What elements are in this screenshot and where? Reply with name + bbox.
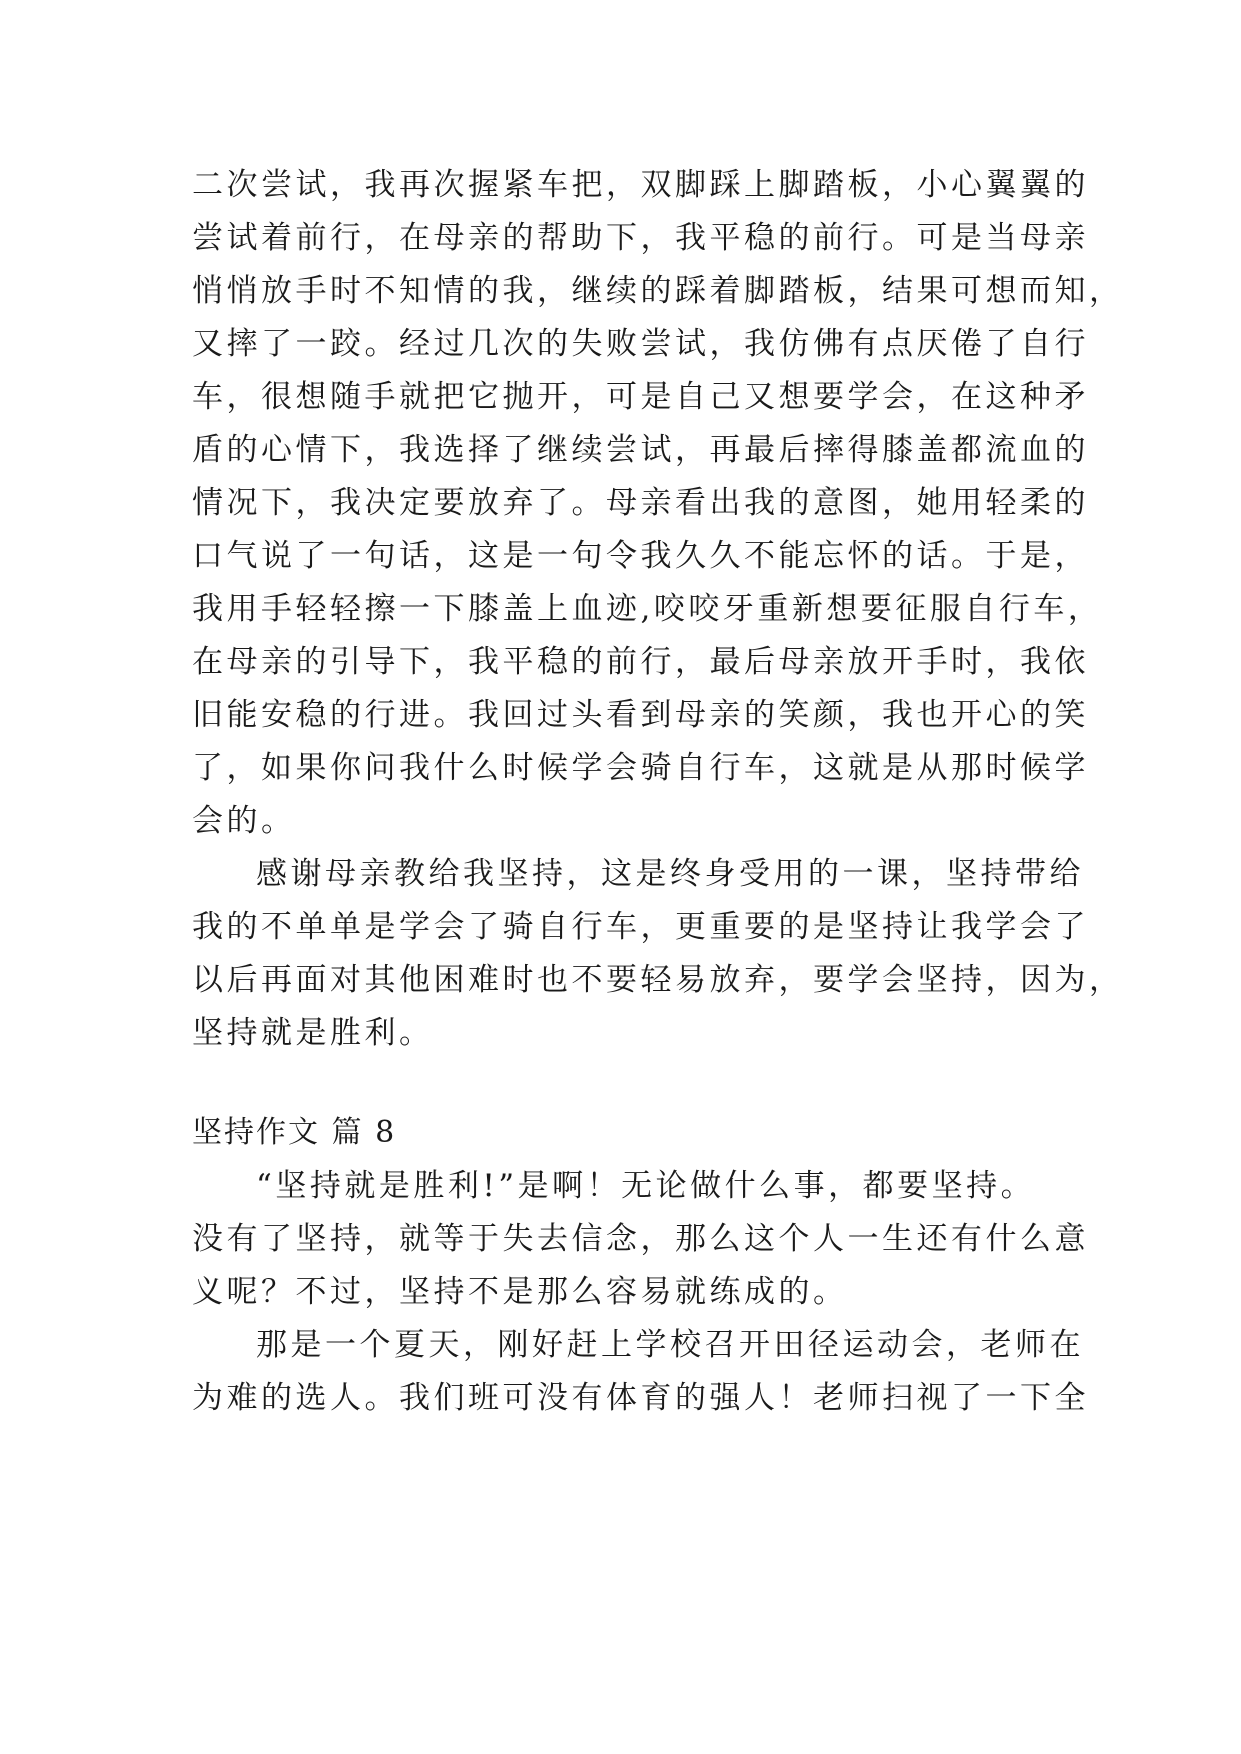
section-heading: 坚持作文 篇 8 (192, 1115, 397, 1150)
text-line: 会的。 (192, 803, 296, 839)
text-line: 我的不单单是学会了骑自行车，更重要的是坚持让我学会了 (192, 909, 1089, 945)
text-line: 坚持就是胜利。 (192, 1015, 434, 1051)
text-line: 尝试着前行，在母亲的帮助下，我平稳的前行。可是当母亲 (192, 220, 1089, 256)
text-line: “坚持就是胜利!”是啊！无论做什么事，都要坚持。 (256, 1168, 1036, 1204)
text-line: 口气说了一句话，这是一句令我久久不能忘怀的话。于是， (192, 538, 1089, 574)
text-line: 二次尝试，我再次握紧车把，双脚踩上脚踏板，小心翼翼的 (192, 167, 1089, 203)
text-line: 又摔了一跤。经过几次的失败尝试，我仿佛有点厌倦了自行 (192, 326, 1089, 362)
text-line: 没有了坚持，就等于失去信念，那么这个人一生还有什么意 (192, 1221, 1089, 1257)
text-line: 以后再面对其他困难时也不要轻易放弃，要学会坚持，因为， (192, 962, 1124, 998)
text-line: 旧能安稳的行进。我回过头看到母亲的笑颜，我也开心的笑 (192, 697, 1089, 733)
text-line: 那是一个夏天，刚好赶上学校召开田径运动会，老师在 (256, 1327, 1084, 1363)
text-line: 盾的心情下，我选择了继续尝试，再最后摔得膝盖都流血的 (192, 432, 1089, 468)
text-line: 情况下，我决定要放弃了。母亲看出我的意图，她用轻柔的 (192, 485, 1089, 521)
text-line: 在母亲的引导下，我平稳的前行，最后母亲放开手时，我依 (192, 644, 1089, 680)
text-line: 车，很想随手就把它抛开，可是自己又想要学会，在这种矛 (192, 379, 1089, 415)
text-line: 我用手轻轻擦一下膝盖上血迹,咬咬牙重新想要征服自行车， (192, 591, 1103, 627)
text-line: 感谢母亲教给我坚持，这是终身受用的一课，坚持带给 (256, 856, 1084, 892)
text-line: 悄悄放手时不知情的我，继续的踩着脚踏板，结果可想而知， (192, 273, 1124, 309)
text-line: 义呢？不过，坚持不是那么容易就练成的。 (192, 1274, 848, 1310)
text-line: 为难的选人。我们班可没有体育的强人！老师扫视了一下全 (192, 1380, 1089, 1416)
text-line: 了，如果你问我什么时候学会骑自行车，这就是从那时候学 (192, 750, 1089, 786)
